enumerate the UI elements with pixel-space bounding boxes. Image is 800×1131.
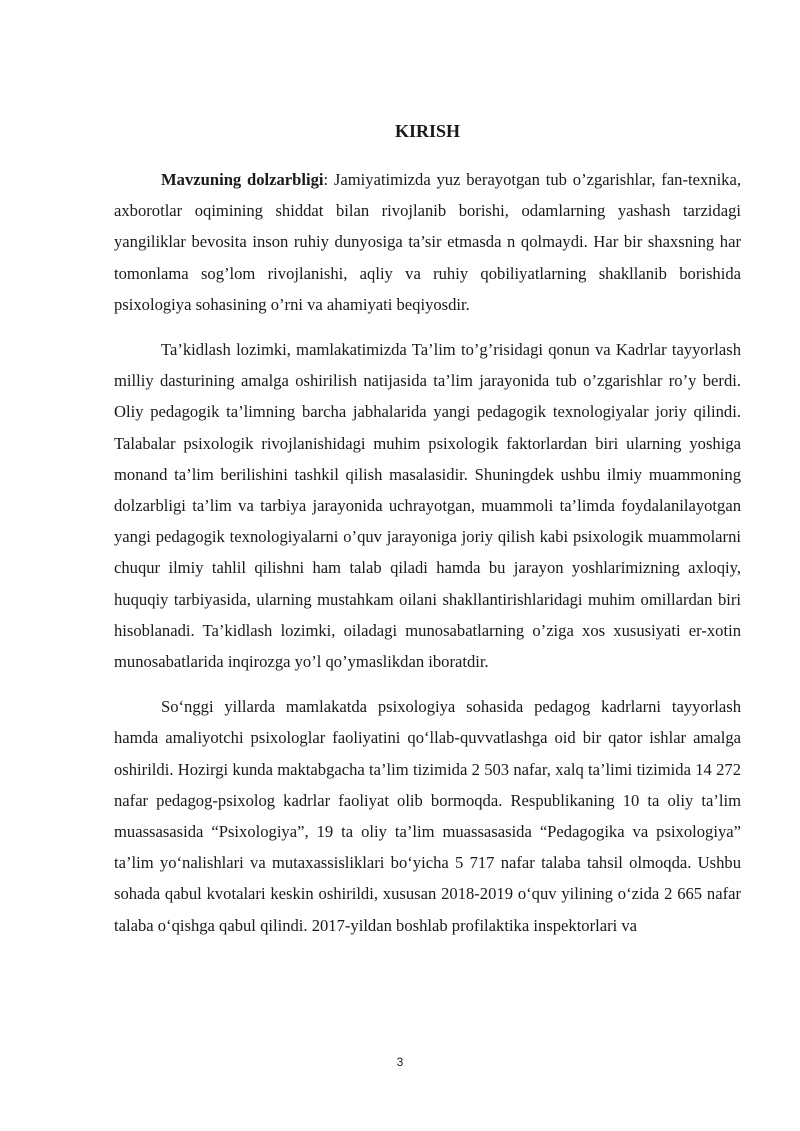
paragraph-text: So‘nggi yillarda mamlakatda psixologiya sohasida pedagog kadrlarni tayyorlash hamda amaliyotchi psixologlar faoliyatini qo‘llab-quvvatlashga oid bir qator ishlar amalga oshirildi. Hozirgi kunda maktabgacha ta’lim tizimida 2 503 nafar, xalq ta’limi tizimida 14 272 nafar pedagog-psixolog kadrlar faoliyat olib bormoqda. Respublikaning 10 ta oliy ta’lim muassasasida “Psixologiya”, 19 ta oliy ta’lim muassasasida “Pedagogika va psixologiya” ta’lim yo‘nalishlari va mutaxassisliklari bo‘yicha 5 717 nafar talaba tahsil olmoqda. Ushbu sohada qabul kvotalari keskin oshirildi, xususan 2018-2019 o‘quv yilining o‘zida 2 665 nafar talaba o‘qishga qabul qilindi. 2017-yildan boshlab profilaktika inspektorlari va bbox=[114, 697, 741, 935]
paragraph-recent-years bbox=[114, 691, 741, 941]
body-text bbox=[114, 164, 741, 955]
paragraph-relevance bbox=[114, 164, 741, 320]
paragraph-text: : Jamiyatimizda yuz berayotgan tub o’zgarishlar, fan-texnika, axborotlar oqimining shiddat bilan rivojlanib borishi, odamlarning yashash tarzidagi yangiliklar bevosita inson ruhiy dunyosiga ta’sir etmasda n qolmaydi. Har bir shaxsning har tomonlama sog’lom rivojlanishi, aqliy va ruhiy qobiliyatlarning shakllanib borishida psixologiya sohasining o’rni va ahamiyati beqiyosdir. bbox=[114, 170, 741, 314]
section-heading: KIRISH bbox=[394, 121, 461, 141]
paragraph-text: Ta’kidlash lozimki, mamlakatimizda Ta’lim to’g’risidagi qonun va Kadrlar tayyorlash milliy dasturining amalga oshirilish natijasida ta’lim jarayonida tub o’zgarishlar ro’y berdi. Oliy pedagogik ta’limning barcha jabhalarida yangi pedagogik texnologiyalar joriy qilindi. Talabalar psixologik rivojlanishidagi muhim psixologik faktorlardan biri ularning yoshiga monand ta’lim berilishini tashkil qilish masalasidir. Shuningdek ushbu ilmiy muammoning dolzarbligi ta’lim va tarbiya jarayonida uchrayotgan, muammoli ta’limda foydalanilayotgan yangi pedagogik texnologiyalarni o’quv jarayoniga joriy qilish kabi psixologik muammolarni chuqur ilmiy tahlil qilishni ham talab qiladi hamda bu jarayon yoshlarimizning axloqiy, huquqiy tarbiyasida, ularning mustahkam oilani shakllantirishlaridagi muhim omillardan biri hisoblanadi. Ta’kidlash lozimki, oiladagi munosabatlarning o’ziga xos xususiyati er-xotin munosabatlarida inqirozga yo’l qo’ymaslikdan iboratdir. bbox=[114, 340, 741, 672]
paragraph-lead: Mavzuning dolzarbligi bbox=[161, 170, 324, 189]
page-number: 3 bbox=[396, 1055, 404, 1069]
paragraph-emphasis bbox=[114, 334, 741, 677]
